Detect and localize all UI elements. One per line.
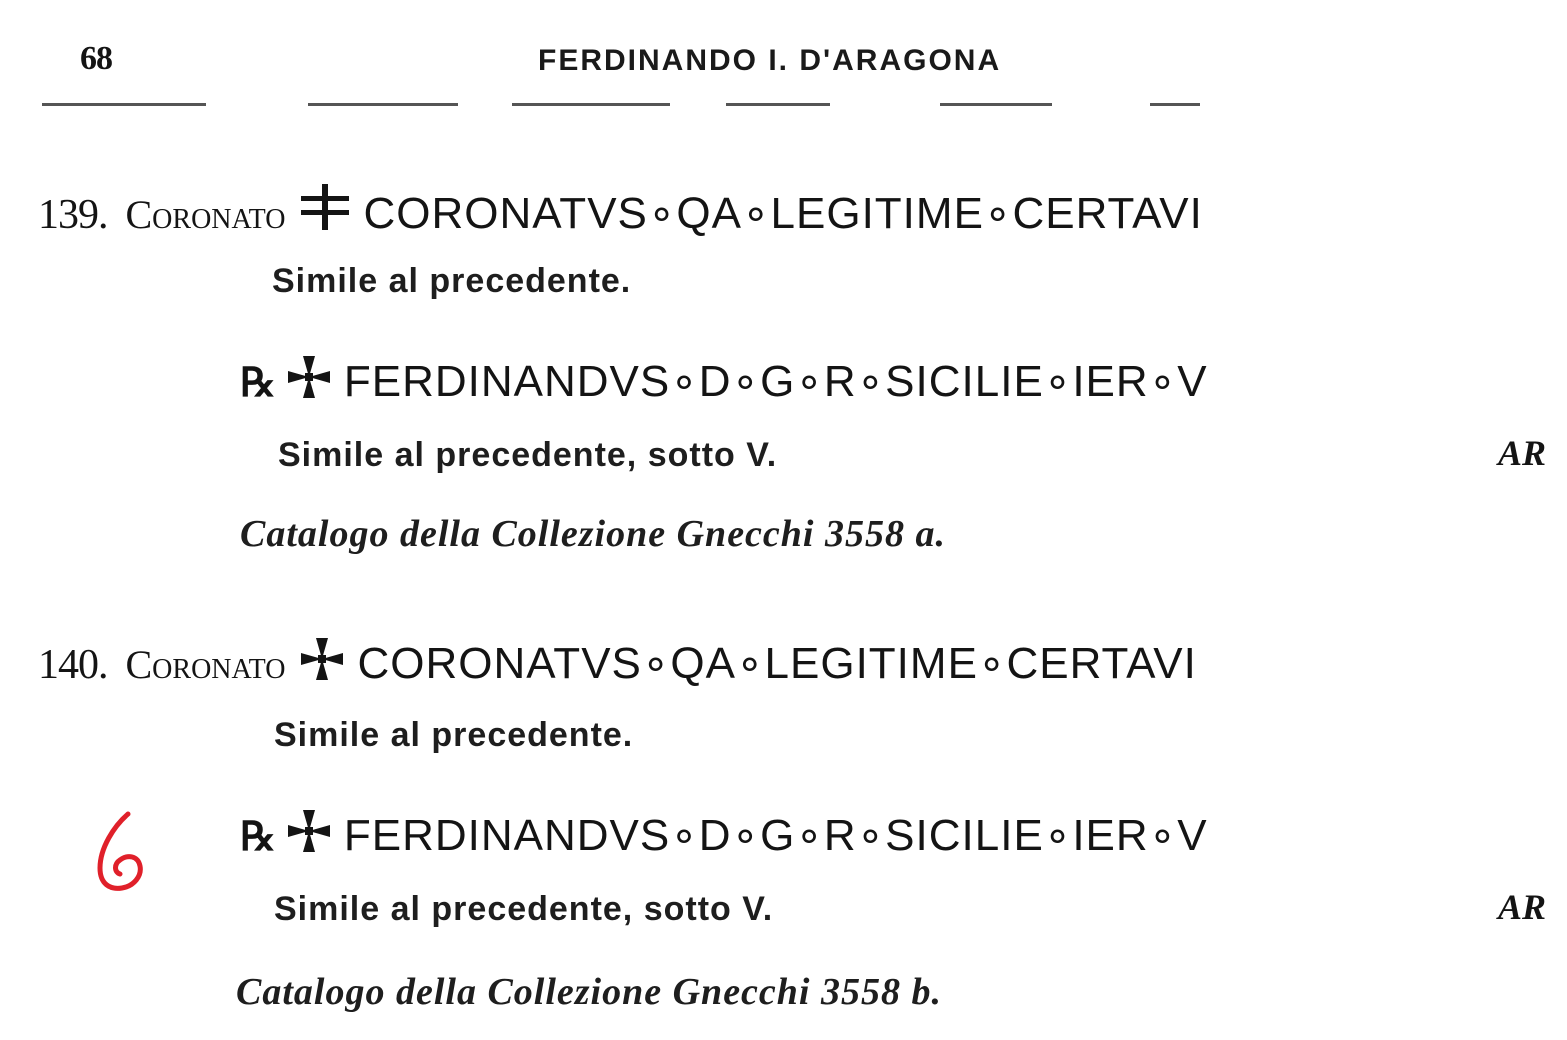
reverse-sign: ℞ xyxy=(240,360,276,405)
reverse-legend: FERDINANDVS∘D∘G∘R∘SICILIE∘IER∘V xyxy=(343,357,1208,406)
header-rule-1 xyxy=(42,103,206,106)
handwritten-annotation xyxy=(92,808,162,903)
entry-140-reverse-line xyxy=(240,808,1208,861)
cross-pattee-icon xyxy=(286,808,332,859)
header-rule-6 xyxy=(1150,103,1200,106)
cross-pattee-icon xyxy=(286,354,332,405)
entry-140-reference: Catalogo della Collezione Gnecchi 3558 b. xyxy=(236,971,942,1013)
reverse-legend: FERDINANDVS∘D∘G∘R∘SICILIE∘IER∘V xyxy=(343,811,1208,860)
cross-pattee-icon xyxy=(299,636,345,687)
header-rule-4 xyxy=(726,103,830,106)
entry-number: 140. xyxy=(38,642,108,688)
coin-name: Coronato xyxy=(125,192,286,237)
obverse-legend: CORONATVS∘QA∘LEGITIME∘CERTAVI xyxy=(363,189,1203,238)
entry-140-reverse-description: Simile al precedente, sotto V. xyxy=(274,890,774,928)
double-bar-cross-icon xyxy=(299,182,351,237)
header-rule-2 xyxy=(308,103,458,106)
metal-mark: AR xyxy=(1498,433,1547,473)
metal-mark: AR xyxy=(1498,887,1547,927)
running-title: FERDINANDO I. D'ARAGONA xyxy=(538,44,1002,77)
coin-name: Coronato xyxy=(125,642,286,687)
entry-139-obverse-line xyxy=(38,182,1203,239)
entry-140-obverse-description: Simile al precedente. xyxy=(274,716,634,754)
header-rule-5 xyxy=(940,103,1052,106)
entry-139-obverse-description: Simile al precedente. xyxy=(272,262,632,300)
obverse-legend: CORONATVS∘QA∘LEGITIME∘CERTAVI xyxy=(357,639,1197,688)
entry-number: 139. xyxy=(38,192,108,238)
entry-139-reverse-description: Simile al precedente, sotto V. xyxy=(278,436,778,474)
header-rule-3 xyxy=(512,103,670,106)
entry-139-reverse-line xyxy=(240,354,1208,407)
entry-139-reference: Catalogo della Collezione Gnecchi 3558 a. xyxy=(240,513,946,555)
page-number: 68 xyxy=(80,40,112,77)
entry-140-obverse-line xyxy=(38,636,1197,689)
reverse-sign: ℞ xyxy=(240,814,276,859)
